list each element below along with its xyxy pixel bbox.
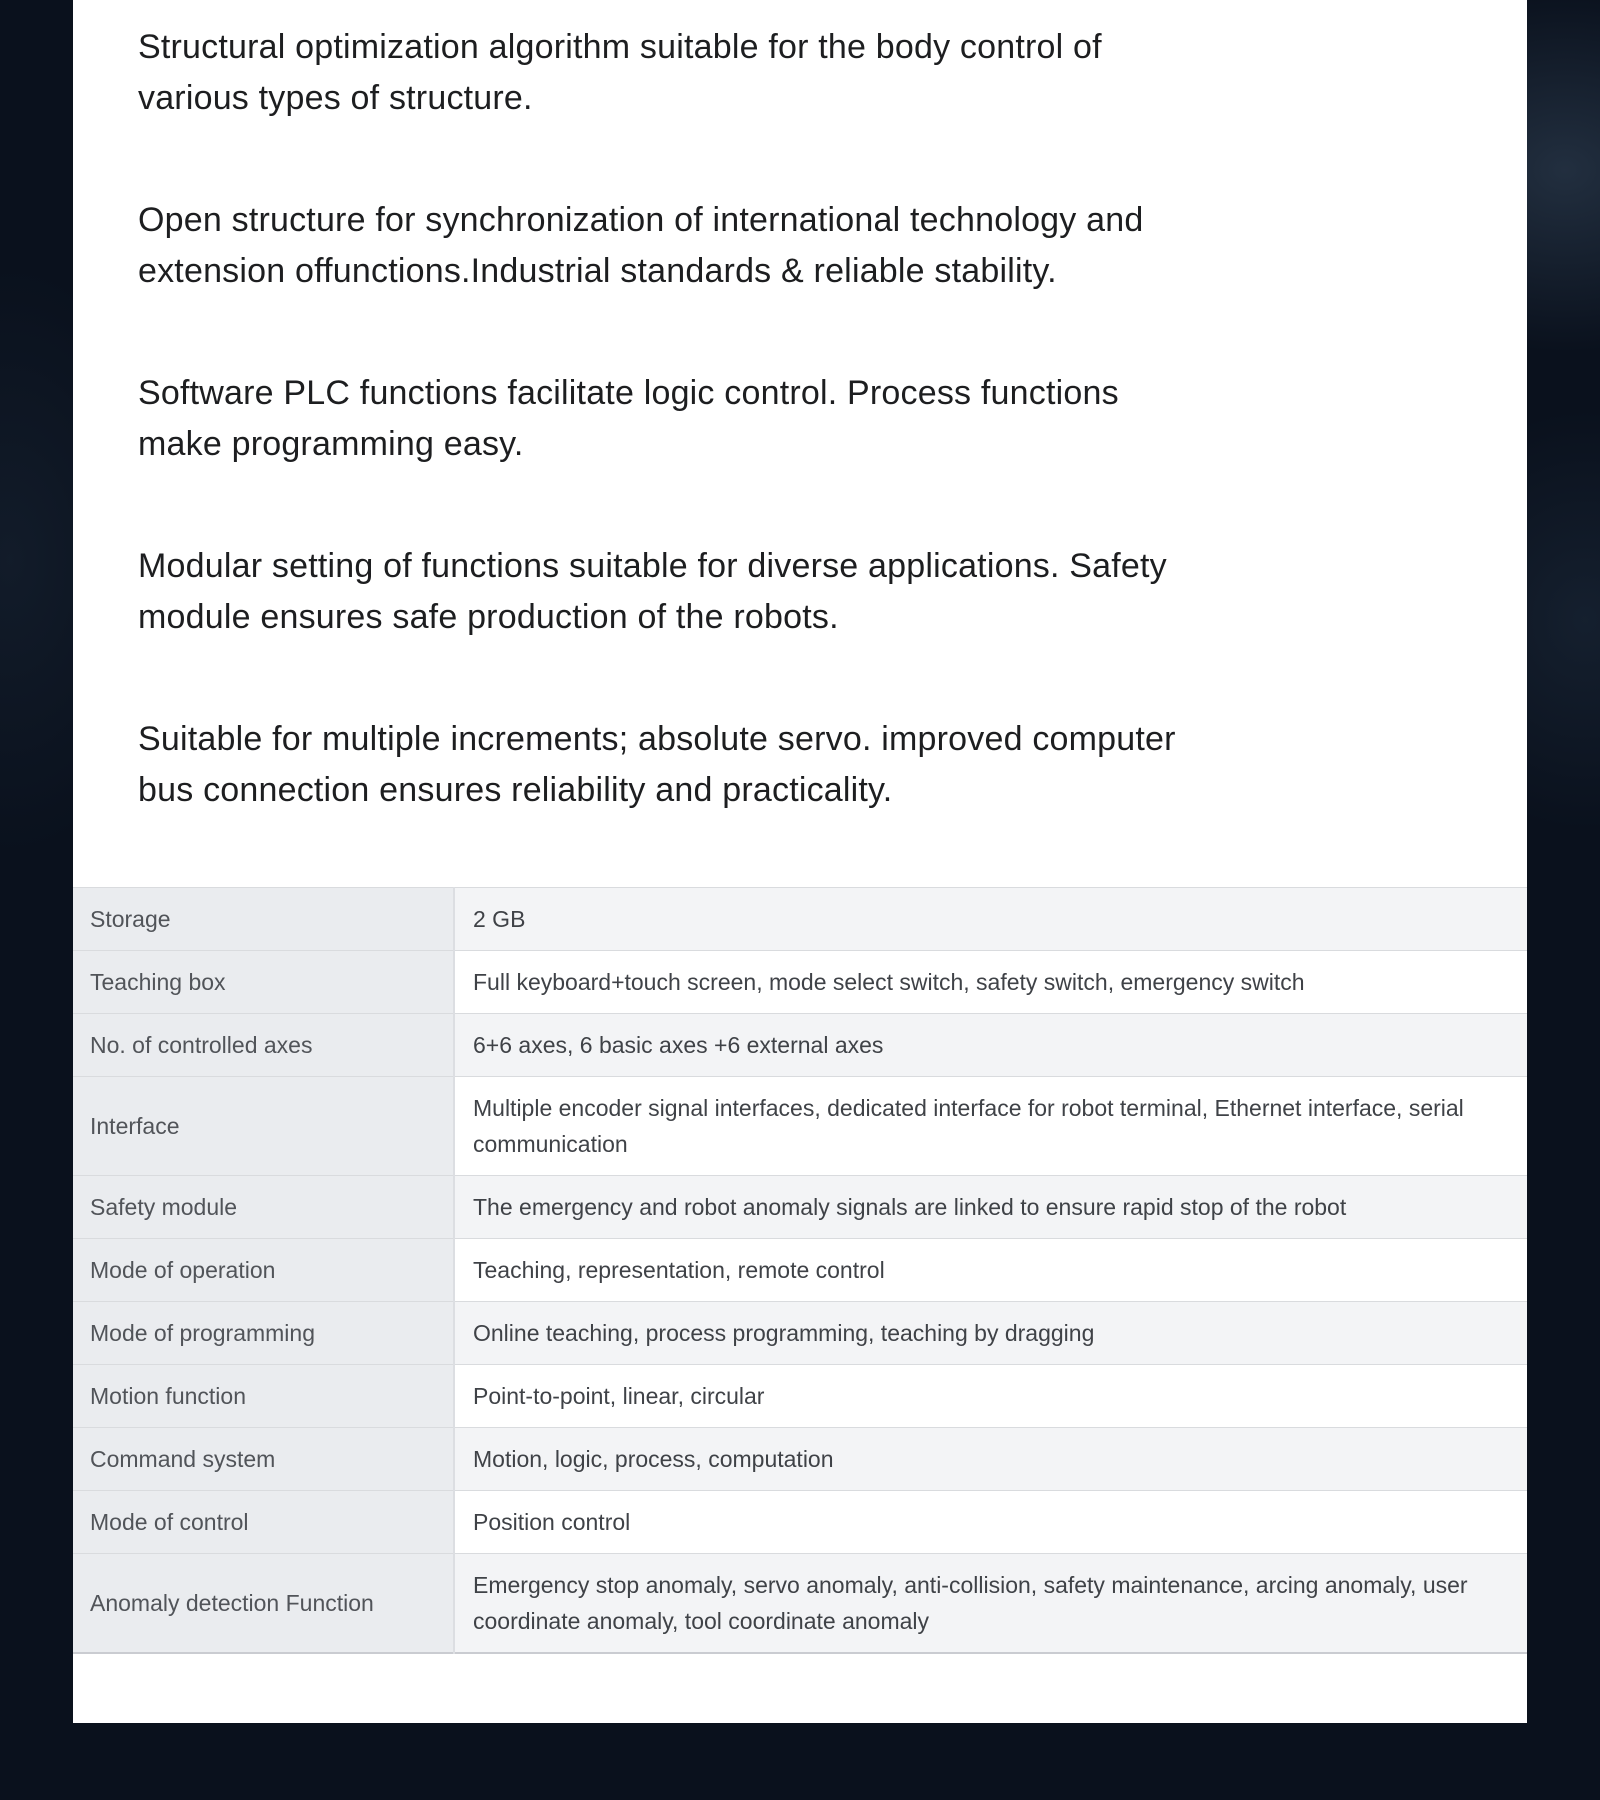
spec-label: Mode of operation bbox=[73, 1239, 454, 1302]
spec-value: Full keyboard+touch screen, mode select switch, safety switch, emergency switch bbox=[454, 951, 1527, 1014]
spec-value: Point-to-point, linear, circular bbox=[454, 1365, 1527, 1428]
content-panel bbox=[73, 0, 1527, 1723]
spec-value: 6+6 axes, 6 basic axes +6 external axes bbox=[454, 1014, 1527, 1077]
spec-label: Storage bbox=[73, 888, 454, 951]
feature-paragraphs bbox=[73, 0, 1527, 816]
feature-line: Modular setting of functions suitable for diverse applications. Safety bbox=[138, 547, 1167, 585]
spec-row bbox=[73, 951, 1527, 1014]
spec-label: Mode of control bbox=[73, 1491, 454, 1554]
feature-line: Structural optimization algorithm suitable for the body control of bbox=[138, 28, 1102, 66]
spec-label: Teaching box bbox=[73, 951, 454, 1014]
spec-row bbox=[73, 1365, 1527, 1428]
spec-row bbox=[73, 1554, 1527, 1654]
feature-line: make programming easy. bbox=[138, 425, 524, 463]
spec-row bbox=[73, 1014, 1527, 1077]
spec-row bbox=[73, 1491, 1527, 1554]
spec-label: Interface bbox=[73, 1077, 454, 1176]
spec-label: Mode of programming bbox=[73, 1302, 454, 1365]
spec-label: No. of controlled axes bbox=[73, 1014, 454, 1077]
feature-line: Open structure for synchronization of international technology and bbox=[138, 201, 1144, 239]
spec-row bbox=[73, 1428, 1527, 1491]
spec-row bbox=[73, 888, 1527, 951]
spec-label: Safety module bbox=[73, 1176, 454, 1239]
spec-row bbox=[73, 1239, 1527, 1302]
spec-value: 2 GB bbox=[454, 888, 1527, 951]
feature-line: bus connection ensures reliability and practicality. bbox=[138, 771, 893, 809]
feature-line: Suitable for multiple increments; absolute servo. improved computer bbox=[138, 720, 1176, 758]
spec-label: Command system bbox=[73, 1428, 454, 1491]
spec-row bbox=[73, 1077, 1527, 1176]
feature-paragraph bbox=[138, 368, 1457, 470]
spec-value: Teaching, representation, remote control bbox=[454, 1239, 1527, 1302]
feature-paragraph bbox=[138, 714, 1457, 816]
feature-paragraph bbox=[138, 541, 1457, 643]
spec-label: Motion function bbox=[73, 1365, 454, 1428]
feature-line: extension offunctions.Industrial standards & reliable stability. bbox=[138, 252, 1057, 290]
feature-line: Software PLC functions facilitate logic control. Process functions bbox=[138, 374, 1119, 412]
spec-value: The emergency and robot anomaly signals are linked to ensure rapid stop of the robot bbox=[454, 1176, 1527, 1239]
spec-label: Anomaly detection Function bbox=[73, 1554, 454, 1654]
spec-value: Online teaching, process programming, teaching by dragging bbox=[454, 1302, 1527, 1365]
spec-value: Emergency stop anomaly, servo anomaly, anti-collision, safety maintenance, arcing anomaly, user coordinate anomaly, tool coordinate anomaly bbox=[454, 1554, 1527, 1654]
spec-value: Position control bbox=[454, 1491, 1527, 1554]
spec-table bbox=[73, 887, 1527, 1654]
feature-line: module ensures safe production of the robots. bbox=[138, 598, 839, 636]
spec-row bbox=[73, 1302, 1527, 1365]
spec-value: Multiple encoder signal interfaces, dedicated interface for robot terminal, Ethernet interface, serial communication bbox=[454, 1077, 1527, 1176]
spec-row bbox=[73, 1176, 1527, 1239]
feature-paragraph bbox=[138, 195, 1457, 297]
spec-value: Motion, logic, process, computation bbox=[454, 1428, 1527, 1491]
feature-paragraph bbox=[138, 22, 1457, 124]
feature-line: various types of structure. bbox=[138, 79, 533, 117]
